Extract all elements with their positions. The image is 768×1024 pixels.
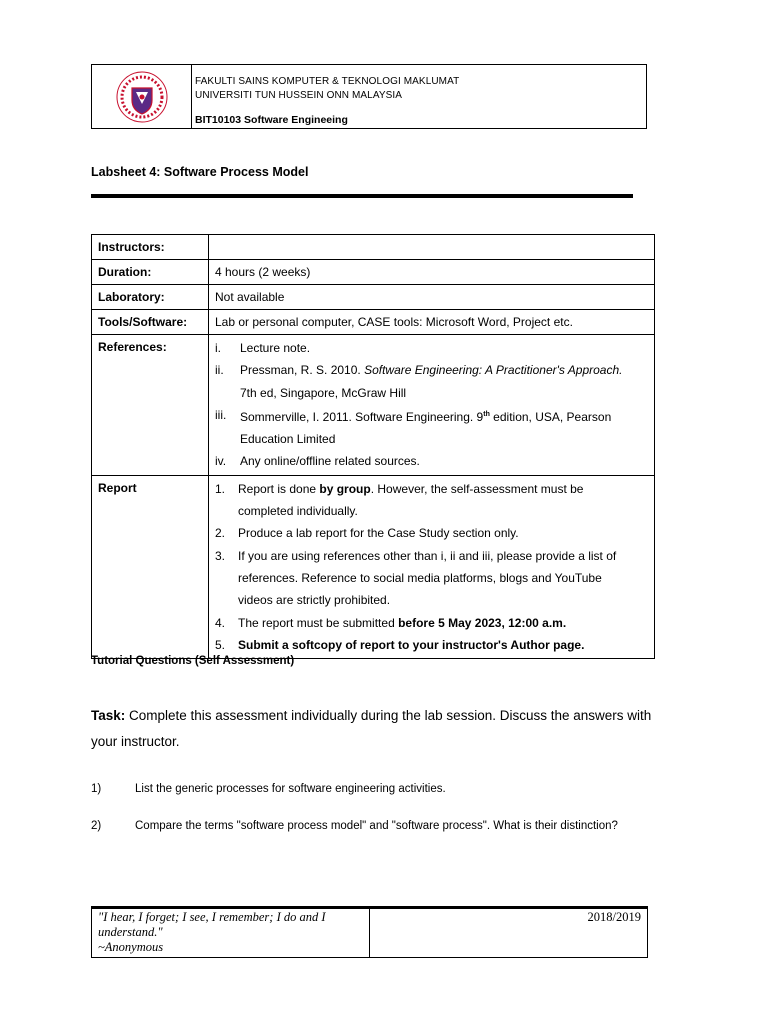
report-text: Submit a softcopy of report to your instructor's Author page. xyxy=(238,637,585,652)
list-item xyxy=(215,522,648,544)
reference-text: Lecture note. xyxy=(240,341,311,355)
references-list xyxy=(209,335,655,476)
reference-text: Any online/offline related sources. xyxy=(240,454,420,469)
row-laboratory xyxy=(92,285,655,310)
task-paragraph xyxy=(91,703,681,755)
row-references xyxy=(92,335,655,476)
list-number: 4. xyxy=(215,615,226,630)
quote-text: "I hear, I forget; I see, I remember; I do and I understand." xyxy=(98,910,326,939)
question-number: 2) xyxy=(91,820,102,832)
report-text: The report must be submitted before 5 May 2023, 12:00 a.m. xyxy=(238,615,567,630)
duration-value: 4 hours (2 weeks) xyxy=(209,260,655,285)
report-text: If you are using references other than i, ii and iii, please provide a list of xyxy=(238,548,617,563)
list-item xyxy=(215,359,648,381)
course-title: BIT10103 Software Engineeing xyxy=(195,114,348,126)
reference-text: Sommerville, I. 2011. Software Engineering. 9th edition, USA, Pearson xyxy=(240,409,612,424)
footer-quote xyxy=(92,909,370,957)
instructors-label: Instructors: xyxy=(92,235,209,260)
list-item xyxy=(215,634,648,656)
list-number: 2. xyxy=(215,526,226,541)
tutorial-heading: Tutorial Questions (Self Assessment) xyxy=(91,655,295,667)
list-item xyxy=(215,545,648,567)
list-number: 1. xyxy=(215,481,226,496)
row-duration xyxy=(92,260,655,285)
header-box xyxy=(91,64,647,129)
list-number: 3. xyxy=(215,548,226,563)
uthm-logo xyxy=(92,65,192,128)
list-item xyxy=(215,404,648,428)
list-number: 5. xyxy=(215,637,226,652)
university-name: UNIVERSITI TUN HUSSEIN ONN MALAYSIA xyxy=(195,90,403,101)
quote-author: ~Anonymous xyxy=(98,940,164,954)
faculty-name: FAKULTI SAINS KOMPUTER & TEKNOLOGI MAKLUMAT xyxy=(195,76,460,87)
row-tools xyxy=(92,310,655,335)
question-text: List the generic processes for software engineering activities. xyxy=(135,783,446,795)
task-label: Task: xyxy=(91,708,126,723)
question-1 xyxy=(91,783,446,795)
title-rule xyxy=(91,194,633,198)
report-list xyxy=(209,475,655,658)
academic-year: 2018/2019 xyxy=(587,910,641,924)
reference-continuation: 7th ed, Singapore, McGraw Hill xyxy=(240,385,407,400)
report-continuation: completed individually. xyxy=(238,504,358,519)
header-text xyxy=(192,65,646,128)
report-continuation: videos are strictly prohibited. xyxy=(238,593,391,608)
report-text: Report is done by group. However, the self-assessment must be xyxy=(238,481,584,496)
tools-label: Tools/Software: xyxy=(92,310,209,335)
list-number: ii. xyxy=(215,363,224,378)
row-report xyxy=(92,475,655,658)
instructors-value xyxy=(209,235,655,260)
list-item xyxy=(215,337,648,359)
labsheet-title: Labsheet 4: Software Process Model xyxy=(91,165,309,179)
list-item xyxy=(215,478,648,500)
footer-box xyxy=(91,906,648,958)
row-instructors xyxy=(92,235,655,260)
task-text: Complete this assessment individually during the lab session. Discuss the answers with your instructor. xyxy=(91,708,652,749)
list-number: i. xyxy=(215,341,221,355)
laboratory-value: Not available xyxy=(209,285,655,310)
reference-text: Pressman, R. S. 2010. Software Engineering: A Practitioner's Approach. xyxy=(240,363,623,378)
list-item xyxy=(215,450,648,472)
report-label: Report xyxy=(92,475,209,658)
references-label: References: xyxy=(92,335,209,476)
logo-crest-icon xyxy=(115,70,169,124)
report-continuation: references. Reference to social media platforms, blogs and YouTube xyxy=(238,570,602,585)
reference-continuation: Education Limited xyxy=(240,432,336,447)
list-number: iii. xyxy=(215,407,227,422)
question-text: Compare the terms "software process model" and "software process". What is their distinction? xyxy=(135,820,618,832)
question-number: 1) xyxy=(91,783,102,795)
laboratory-label: Laboratory: xyxy=(92,285,209,310)
list-item xyxy=(215,612,648,634)
question-2 xyxy=(91,820,618,832)
info-table xyxy=(91,234,655,659)
duration-label: Duration: xyxy=(92,260,209,285)
report-text: Produce a lab report for the Case Study section only. xyxy=(238,526,519,541)
list-number: iv. xyxy=(215,454,227,469)
tools-value: Lab or personal computer, CASE tools: Microsoft Word, Project etc. xyxy=(209,310,655,335)
